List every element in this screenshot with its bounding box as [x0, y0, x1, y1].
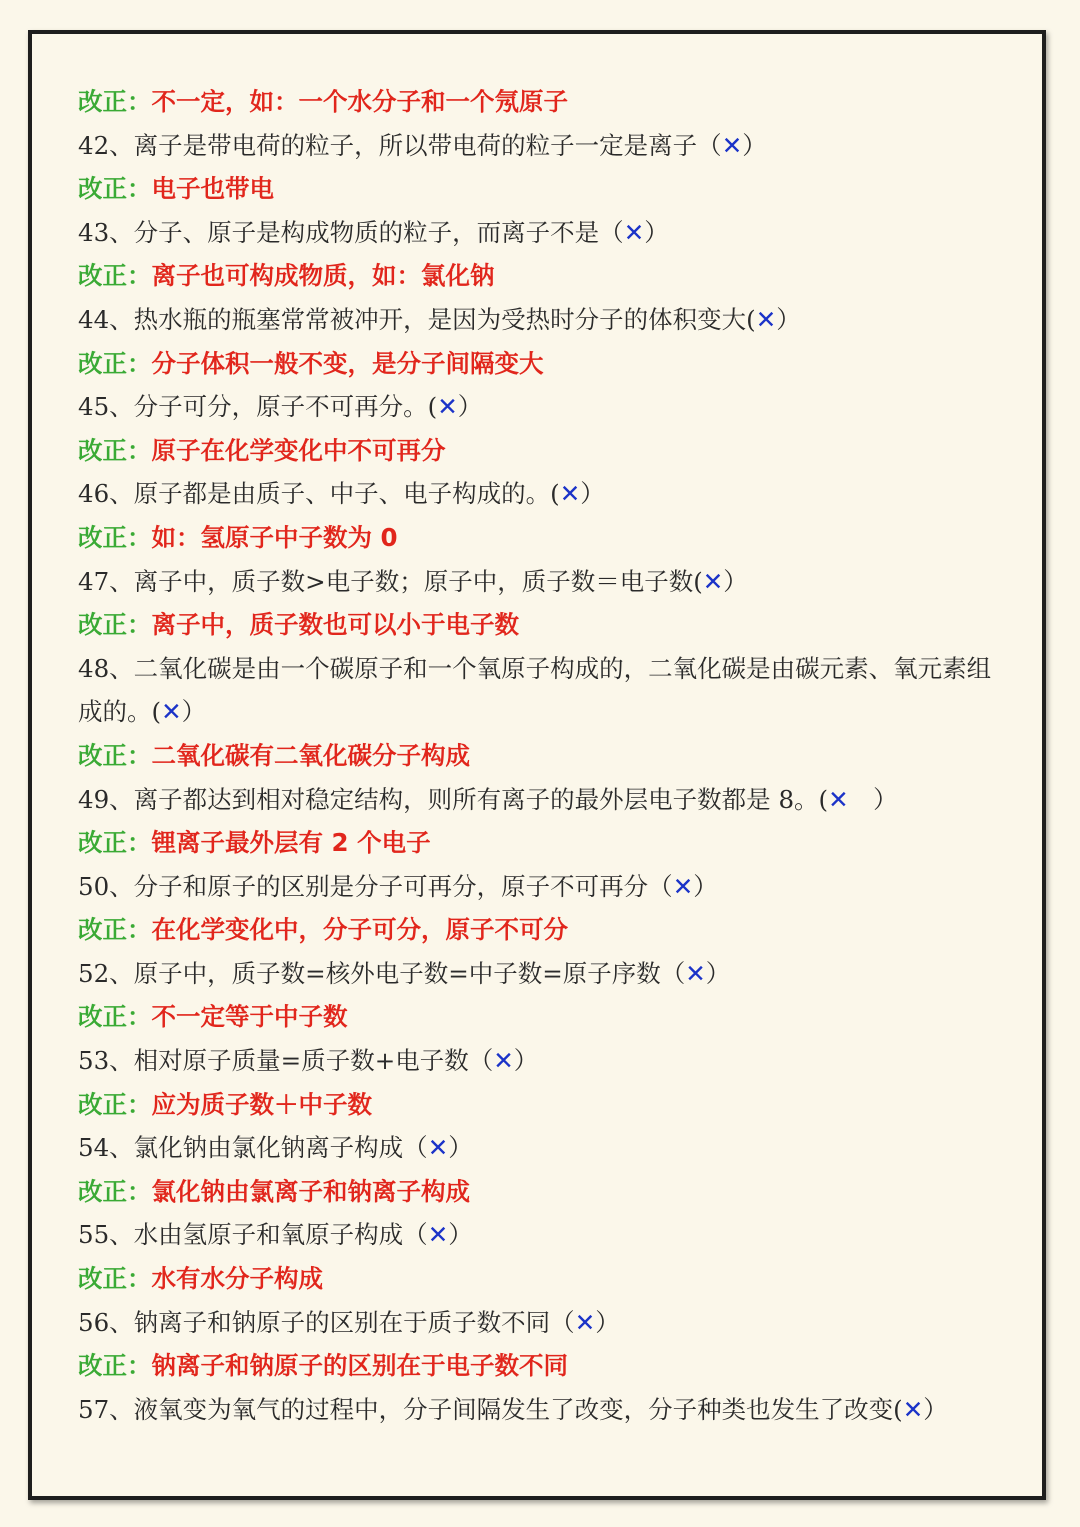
question-line: [78, 952, 1013, 996]
question-text: 55、水由氢原子和氧原子构成（: [78, 1220, 428, 1250]
correction-label: 改正：: [78, 740, 152, 770]
question-line: [78, 865, 1013, 909]
correction-label: 改正：: [78, 435, 152, 465]
correction-line: [78, 995, 1013, 1039]
correction-label: 改正：: [78, 261, 152, 291]
question-text: 53、相对原子质量=质子数+电子数（: [78, 1046, 494, 1076]
question-close: ）: [580, 479, 605, 509]
correction-label: 改正：: [78, 1264, 152, 1294]
question-text: 42、离子是带电荷的粒子，所以带电荷的粒子一定是离子（: [78, 130, 722, 160]
question-line: [78, 560, 1013, 604]
wrong-mark-icon: ✕: [574, 1307, 596, 1337]
question-line: [78, 472, 1013, 516]
correction-label: 改正：: [78, 1176, 152, 1206]
wrong-mark-icon: ✕: [427, 1133, 449, 1163]
correction-text: 水有水分子构成: [151, 1264, 323, 1294]
question-close: ）: [181, 697, 207, 727]
correction-line: [78, 429, 1013, 473]
question-close: ）: [848, 784, 898, 814]
question-close: ）: [705, 958, 731, 988]
correction-label: 改正：: [78, 1002, 152, 1032]
question-text: 47、离子中，质子数>电子数；原子中，质子数＝电子数(: [78, 566, 703, 596]
correction-text: 应为质子数＋中子数: [151, 1089, 372, 1119]
question-text: 50、分子和原子的区别是分子可再分，原子不可再分（: [78, 871, 673, 901]
question-close: ）: [595, 1307, 620, 1337]
correction-label: 改正：: [78, 610, 152, 640]
correction-line: [78, 80, 1013, 124]
correction-line: [78, 603, 1013, 647]
correction-line: [78, 821, 1013, 865]
wrong-mark-icon: ✕: [559, 479, 581, 509]
question-close: ）: [513, 1046, 539, 1076]
wrong-mark-icon: ✕: [623, 217, 645, 247]
wrong-mark-icon: ✕: [902, 1394, 924, 1424]
correction-text: 如：氢原子中子数为 0: [151, 522, 398, 552]
question-close: ）: [644, 217, 669, 247]
correction-text: 锂离子最外层有 2 个电子: [151, 828, 431, 858]
correction-label: 改正：: [78, 915, 152, 945]
correction-line: [78, 1344, 1013, 1388]
question-text: 54、氯化钠由氯化钠离子构成（: [78, 1133, 428, 1163]
correction-line: [78, 908, 1013, 952]
correction-text: 电子也带电: [151, 174, 274, 204]
question-line: [78, 1126, 1013, 1170]
question-line: [78, 124, 1013, 168]
question-close: ）: [693, 871, 718, 901]
correction-line: [78, 1257, 1013, 1301]
content: [78, 80, 1013, 1431]
correction-line: [78, 1170, 1013, 1214]
wrong-mark-icon: ✕: [672, 871, 694, 901]
question-text: 46、原子都是由质子、中子、电子构成的。(: [78, 479, 560, 509]
correction-label: 改正：: [78, 87, 152, 116]
question-text: 56、钠离子和钠原子的区别在于质子数不同（: [78, 1307, 575, 1337]
correction-label: 改正：: [78, 1089, 152, 1119]
wrong-mark-icon: ✕: [161, 697, 182, 727]
question-close: ）: [448, 1133, 473, 1163]
correction-label: 改正：: [78, 348, 152, 378]
correction-text: 二氧化碳有二氧化碳分子构成: [151, 740, 470, 770]
question-line: [78, 211, 1013, 255]
question-close: ）: [742, 130, 767, 160]
wrong-mark-icon: ✕: [721, 130, 743, 160]
wrong-mark-icon: ✕: [685, 958, 706, 988]
correction-line: [78, 516, 1013, 560]
question-text: 45、分子可分，原子不可再分。(: [78, 392, 438, 422]
correction-text: 不一定等于中子数: [151, 1002, 348, 1032]
correction-text: 分子体积一般不变，是分子间隔变大: [151, 348, 544, 378]
question-line: [78, 647, 1013, 734]
wrong-mark-icon: ✕: [427, 1220, 449, 1250]
correction-line: [78, 734, 1013, 778]
question-line: [78, 298, 1013, 342]
correction-label: 改正：: [78, 828, 152, 858]
question-line: [78, 385, 1013, 429]
correction-text: 钠离子和钠原子的区别在于电子数不同: [151, 1351, 568, 1381]
question-line: [78, 1301, 1013, 1345]
correction-text: 不一定，如：一个水分子和一个氖原子: [151, 87, 568, 116]
wrong-mark-icon: ✕: [437, 392, 458, 422]
question-close: ）: [448, 1220, 473, 1250]
wrong-mark-icon: ✕: [493, 1046, 514, 1076]
question-text: 44、热水瓶的瓶塞常常被冲开，是因为受热时分子的体积变大(: [78, 304, 756, 334]
correction-line: [78, 1083, 1013, 1127]
question-close: ）: [723, 566, 748, 596]
correction-text: 原子在化学变化中不可再分: [151, 435, 446, 465]
correction-line: [78, 254, 1013, 298]
question-close: ）: [923, 1394, 948, 1424]
correction-text: 在化学变化中，分子可分，原子不可分: [151, 915, 568, 945]
question-line: [78, 1039, 1013, 1083]
wrong-mark-icon: ✕: [755, 304, 777, 334]
wrong-mark-icon: ✕: [702, 566, 724, 596]
question-line: [78, 1213, 1013, 1257]
question-close: ）: [457, 392, 483, 422]
question-line: [78, 778, 1013, 822]
question-text: 48、二氧化碳是由一个碳原子和一个氧原子构成的，二氧化碳是由碳元素、氧元素组成的。(: [78, 653, 992, 727]
question-text: 43、分子、原子是构成物质的粒子，而离子不是（: [78, 217, 624, 247]
correction-line: [78, 342, 1013, 386]
correction-label: 改正：: [78, 174, 152, 204]
correction-text: 离子也可构成物质，如：氯化钠: [151, 261, 495, 291]
correction-label: 改正：: [78, 1351, 152, 1381]
wrong-mark-icon: ✕: [828, 784, 849, 814]
correction-text: 离子中，质子数也可以小于电子数: [151, 610, 519, 640]
question-text: 52、原子中，质子数=核外电子数=中子数=原子序数（: [78, 958, 686, 988]
question-close: ）: [776, 304, 801, 334]
question-line: [78, 1388, 1013, 1432]
question-text: 57、液氧变为氧气的过程中，分子间隔发生了改变，分子种类也发生了改变(: [78, 1394, 903, 1424]
correction-label: 改正：: [78, 522, 152, 552]
question-text: 49、离子都达到相对稳定结构，则所有离子的最外层电子数都是 8。(: [78, 784, 829, 814]
correction-line: [78, 167, 1013, 211]
correction-text: 氯化钠由氯离子和钠离子构成: [151, 1176, 470, 1206]
